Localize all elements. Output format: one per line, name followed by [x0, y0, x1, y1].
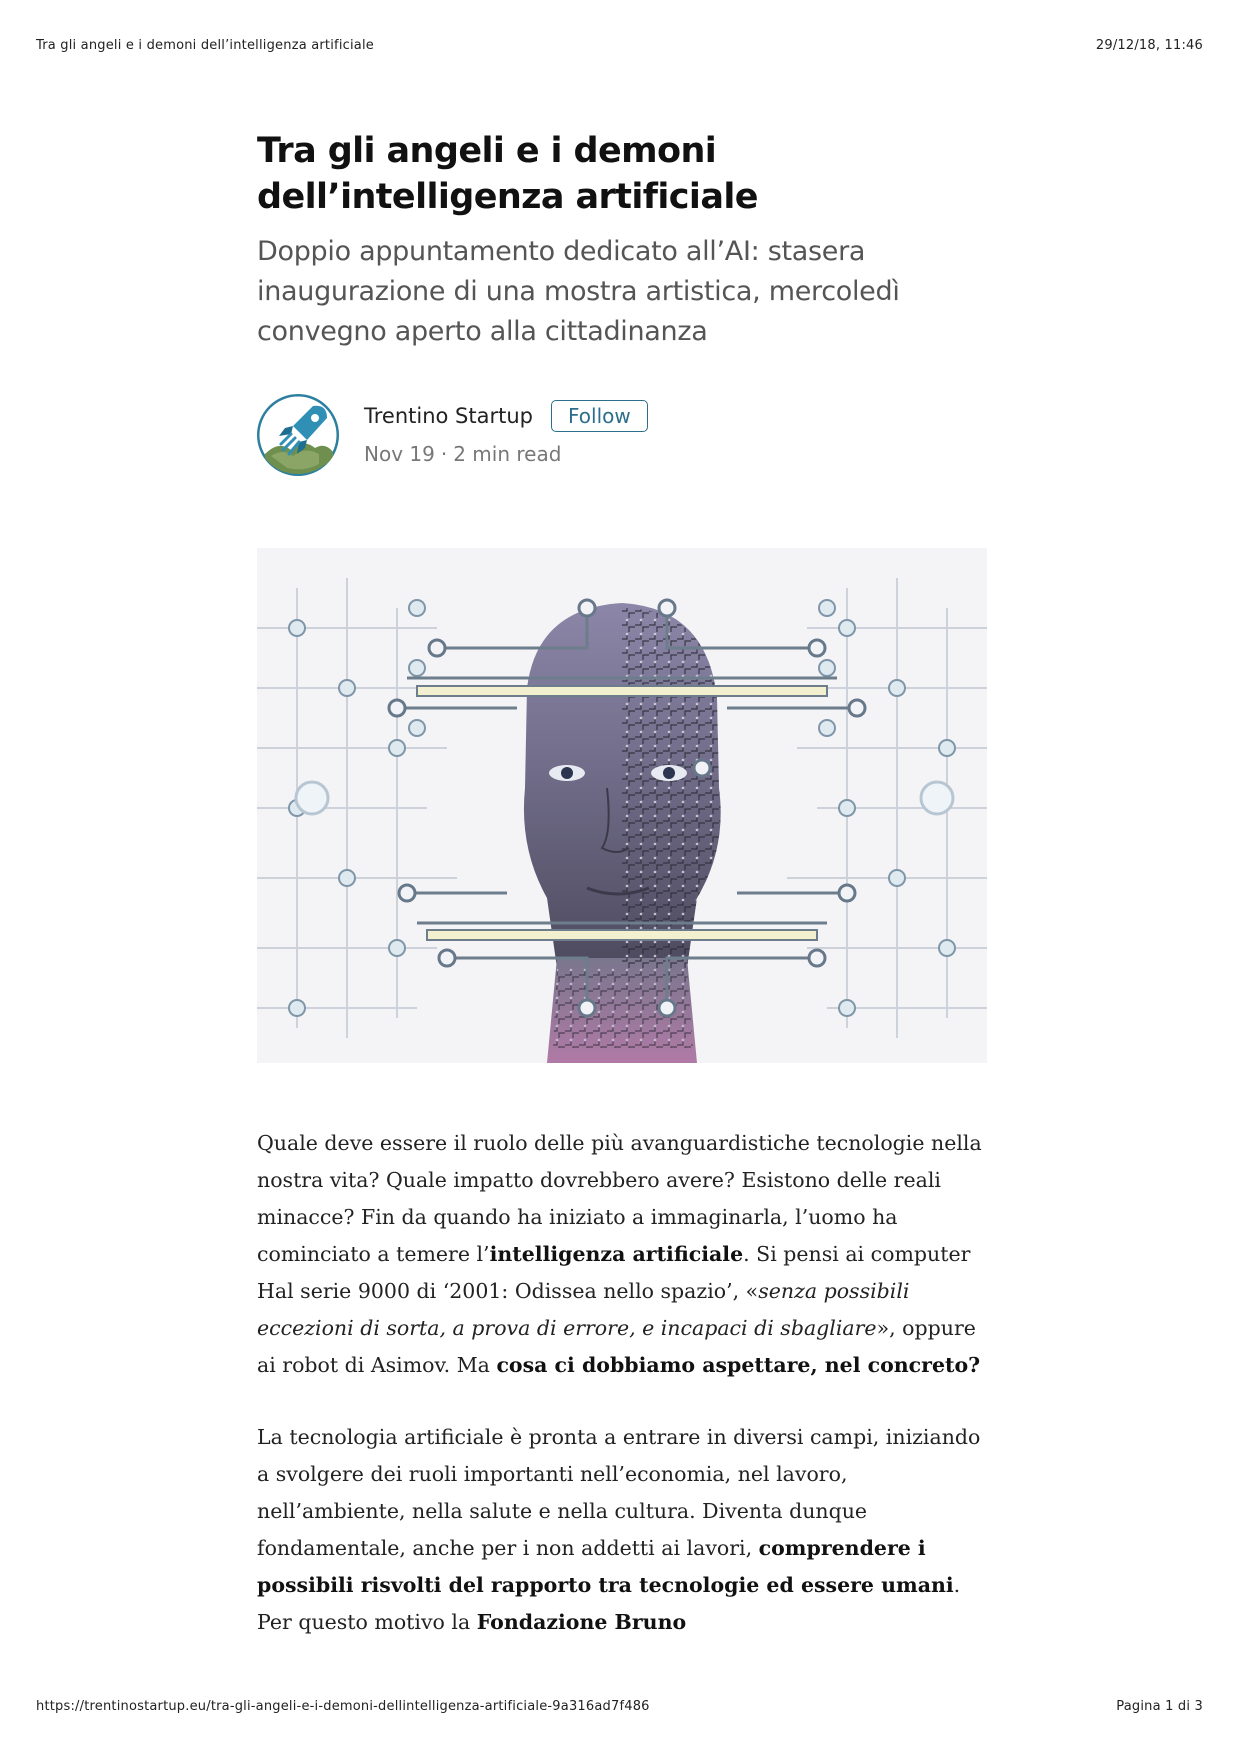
text-run: . Si pensi ai computer Hal serie 9000 di ‘2001: Odissea nello spazio’, «: [257, 1242, 971, 1303]
bold-run: cosa ci dobbiamo aspettare, nel concreto?: [496, 1353, 981, 1377]
article: [257, 128, 987, 1676]
bold-run: Fondazione Bruno: [476, 1610, 687, 1634]
rocket-logo-icon[interactable]: [257, 394, 339, 476]
paragraph-1: [257, 1125, 987, 1384]
article-body: [257, 1125, 987, 1641]
bold-run: intelligenza artificiale: [489, 1242, 744, 1266]
article-subtitle: Doppio appuntamento dedicato all’AI: stasera inaugurazione di una mostra artistica, mercoledì convegno aperto alla cittadinanza: [257, 236, 900, 347]
read-time: 2 min read: [453, 442, 562, 466]
print-footer: [36, 1699, 1203, 1714]
author-line: [364, 400, 648, 432]
italic-quote: senza possibili eccezioni di sorta, a prova di errore, e incapaci di sbagliare: [257, 1279, 910, 1340]
author-meta: [364, 394, 648, 466]
meta-separator: ·: [440, 442, 448, 466]
page-number: Pagina 1 di 3: [1116, 1699, 1203, 1714]
print-header: [36, 38, 1203, 53]
text-run: », oppure ai robot di Asimov. Ma: [257, 1316, 976, 1377]
post-date[interactable]: Nov 19: [364, 442, 435, 466]
text-run: La tecnologia artificiale è pronta a entrare in diversi campi, iniziando a svolgere dei ruoli importanti nell’economia, nel lavoro, nell’ambiente, nella salute e nella cultura. Diventa dunque fondamentale, anche per i non addetti ai lavori,: [257, 1425, 981, 1560]
author-name[interactable]: Trentino Startup: [364, 404, 533, 428]
paragraph-2: [257, 1419, 987, 1641]
text-run: Quale deve essere il ruolo delle più avanguardistiche tecnologie nella nostra vita? Quale impatto dovrebbero avere? Esistono delle reali minacce? Fin da quando ha iniziato a immaginarla, l’uomo ha cominciato a temere l’: [257, 1131, 982, 1266]
print-header-title: Tra gli angeli e i demoni dell’intelligenza artificiale: [36, 38, 374, 53]
post-meta: [364, 442, 648, 466]
hero-image: [257, 548, 987, 1063]
page-url: https://trentinostartup.eu/tra-gli-angeli-e-i-demoni-dellintelligenza-artificiale-9a316ad7f486: [36, 1699, 650, 1714]
print-header-datetime: 29/12/18, 11:46: [1095, 38, 1203, 53]
text-run: . Per questo motivo la: [257, 1573, 961, 1634]
author-row: [257, 394, 987, 476]
bold-run: comprendere i possibili risvolti del rapporto tra tecnologie ed essere umani: [257, 1536, 954, 1597]
follow-button[interactable]: Follow: [551, 400, 648, 432]
article-title: Tra gli angeli e i demoni dell’intelligenza artificiale: [257, 131, 758, 217]
